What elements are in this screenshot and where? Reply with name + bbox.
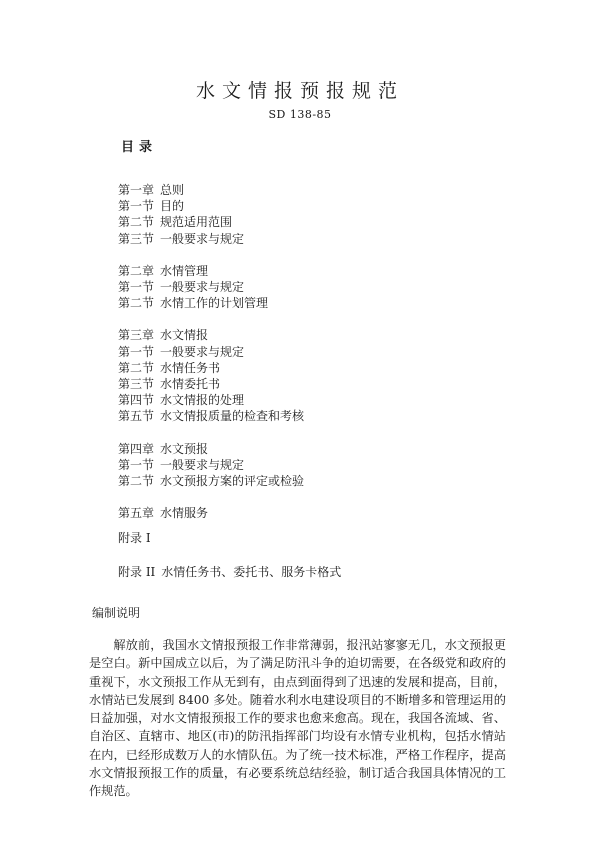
toc-line-text: 目的 bbox=[160, 199, 185, 214]
toc-heading: 目录 bbox=[121, 140, 158, 155]
toc-line bbox=[118, 279, 538, 295]
toc-line-text: 水情工作的计划管理 bbox=[160, 296, 269, 311]
toc-appendix-1 bbox=[118, 529, 157, 546]
toc-line-text: 水情服务 bbox=[160, 506, 209, 521]
toc-line bbox=[118, 505, 538, 521]
notes-paragraph: 解放前，我国水文情报预报工作非常薄弱，报汛站寥寥无几，水文预报更是空白。新中国成立以后，为了满足防汛斗争的迫切需要，在各级党和政府的重视下，水文预报工作从无到有，由点到面得到了迅速的发展和提高，目前，水情站已发展到 8400 多处。随着水利水电建设项目的不断增多和管理运用的日益加强，对水文情报预报工作的要求也愈来愈高。现在，我国各流域、省、自治区、直辖市、地区(市)的防汛指挥部门均设有水情专业机构，包括水情站在内，已经形成数万人的水情队伍。为了统一技术标准，严格工作程序，提高水文情报预报工作的质量，有必要系统总结经验，制订适合我国具体情况的工作规范。 bbox=[89, 638, 506, 799]
toc-line bbox=[118, 182, 538, 198]
toc-line-text: 水情委托书 bbox=[160, 377, 221, 392]
toc-line bbox=[118, 392, 538, 408]
toc-line-text: 水文预报方案的评定或检验 bbox=[160, 474, 305, 489]
toc-line-label: 第五节 bbox=[118, 409, 155, 424]
toc-line-label: 第一章 bbox=[118, 183, 155, 197]
appendix-label: 附录 II bbox=[118, 565, 156, 579]
toc-line bbox=[118, 198, 538, 214]
toc-line-label: 第二章 bbox=[118, 263, 155, 278]
toc-chapter-3 bbox=[118, 327, 538, 424]
toc-line-text: 水文情报的处理 bbox=[160, 393, 245, 408]
toc-line bbox=[118, 344, 538, 360]
toc-line-text: 一般要求与规定 bbox=[160, 457, 245, 472]
toc-line-text: 规范适用范围 bbox=[160, 215, 233, 230]
toc-line-text: 水文预报 bbox=[160, 441, 209, 456]
toc-chapter-2 bbox=[118, 263, 538, 312]
toc-line-label: 第三节 bbox=[118, 377, 155, 392]
appendix-text: 水情任务书、委托书、服务卡格式 bbox=[161, 565, 342, 579]
toc-chapter-1 bbox=[118, 182, 538, 247]
toc-line bbox=[118, 231, 538, 247]
toc-line-label: 第二节 bbox=[118, 296, 155, 311]
toc-line bbox=[118, 263, 538, 279]
toc-line-label: 第五章 bbox=[118, 506, 155, 521]
toc-line-label: 第四节 bbox=[118, 393, 155, 408]
toc-line-label: 第三节 bbox=[118, 231, 155, 246]
toc-line-text: 水文情报质量的检查和考核 bbox=[160, 409, 305, 424]
standard-code: SD 138-85 bbox=[268, 108, 332, 121]
toc-line-text: 水情任务书 bbox=[160, 360, 221, 375]
toc-line-text: 总则 bbox=[160, 183, 185, 197]
toc-line-text: 一般要求与规定 bbox=[160, 231, 245, 246]
toc-line-label: 第一节 bbox=[118, 457, 155, 472]
toc-line-label: 第二节 bbox=[118, 360, 155, 375]
toc-chapter-5 bbox=[118, 505, 538, 521]
toc-line bbox=[118, 473, 538, 489]
toc-line-label: 第一节 bbox=[118, 199, 155, 214]
toc-appendix-2 bbox=[118, 563, 341, 580]
toc-line-text: 水文情报 bbox=[160, 328, 209, 343]
toc-line-label: 第一节 bbox=[118, 344, 155, 359]
table-of-contents bbox=[118, 182, 538, 537]
toc-chapter-4 bbox=[118, 441, 538, 490]
notes-heading: 编制说明 bbox=[92, 606, 141, 620]
toc-line bbox=[118, 408, 538, 424]
appendix-label: 附录 I bbox=[118, 531, 151, 545]
toc-line-text: 一般要求与规定 bbox=[160, 344, 245, 359]
toc-line bbox=[118, 214, 538, 230]
toc-line-label: 第一节 bbox=[118, 280, 155, 295]
toc-line-label: 第三章 bbox=[118, 328, 155, 343]
document-title: 水文情报预报规范 bbox=[195, 80, 404, 102]
toc-line-label: 第二节 bbox=[118, 474, 155, 489]
toc-line bbox=[118, 457, 538, 473]
toc-line bbox=[118, 441, 538, 457]
toc-line-label: 第二节 bbox=[118, 215, 155, 230]
toc-line-label: 第四章 bbox=[118, 441, 155, 456]
toc-line-text: 水情管理 bbox=[160, 263, 209, 278]
toc-line bbox=[118, 295, 538, 311]
toc-line-text: 一般要求与规定 bbox=[160, 280, 245, 295]
toc-line bbox=[118, 376, 538, 392]
toc-line bbox=[118, 327, 538, 343]
toc-line bbox=[118, 360, 538, 376]
